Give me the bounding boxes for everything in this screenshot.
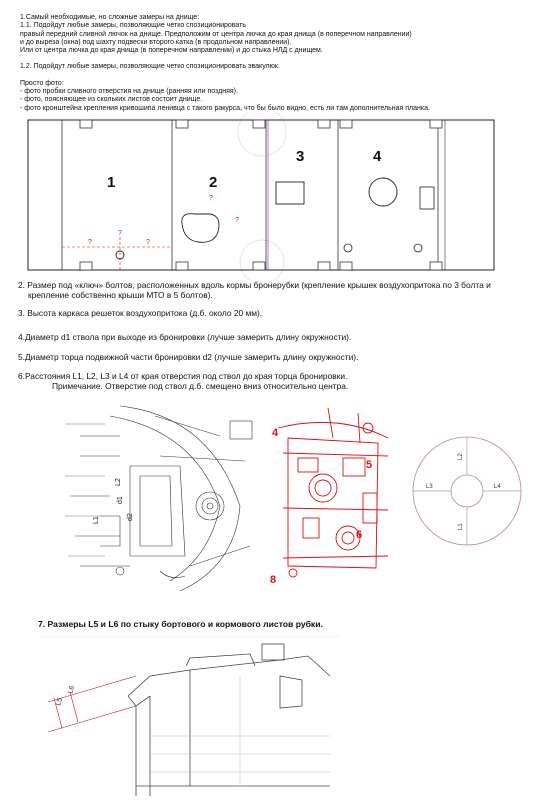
red-label-6: 6 bbox=[356, 529, 363, 541]
q-mark: ? bbox=[118, 230, 122, 237]
intro-line: правый передний сливной лючок на днище. Предположим от центра лючка до края днища (в поперечном направлении) bbox=[20, 30, 412, 38]
q-mark: ? bbox=[146, 239, 150, 246]
q-mark: ? bbox=[235, 217, 239, 224]
item-3: 3. Высота каркаса решеток воздухопритока (д.б. около 20 мм). bbox=[18, 308, 263, 318]
item-4: 4.Диаметр d1 ствола при выходе из бронировки (лучше замерить длину окружности). bbox=[18, 332, 352, 342]
section-7-heading: 7. Размеры L5 и L6 по стыку бортового и кормового листов рубки. bbox=[38, 619, 323, 629]
label-L5: L5 bbox=[55, 697, 65, 707]
intro-block bbox=[20, 14, 430, 113]
label-d2: d2 bbox=[127, 513, 134, 521]
ring-label-L2: L2 bbox=[458, 453, 464, 460]
label-d1: d1 bbox=[117, 496, 124, 504]
plan-label-1: 1 bbox=[107, 174, 116, 191]
mechanism-drawing-red bbox=[268, 398, 406, 588]
intro-line: 1.1. Подойдут любые замеры, позволяющие четко спозиционировать bbox=[20, 22, 246, 30]
ring-label-L4: L4 bbox=[494, 484, 501, 490]
plan-label-2: 2 bbox=[209, 174, 218, 191]
plan-label-4: 4 bbox=[373, 148, 382, 165]
item-5: 5.Диаметр торца подвижной части бронировки d2 (лучше замерить длину окружности). bbox=[18, 352, 359, 362]
label-L1: L1 bbox=[93, 516, 100, 524]
ring-label-L1: L1 bbox=[458, 523, 464, 530]
q-mark: ? bbox=[209, 195, 213, 202]
intro-line: 1.Самый необходимые, но сложные замеры на днище: bbox=[20, 14, 200, 21]
item-2: 2. Размер под «ключ» болтов, расположенных вдоль кормы бронерубки (крепление крышек воздухопритока по 3 болта и крепление собственно крыши МТО в 5 болтов). bbox=[18, 280, 491, 300]
hatch-outline bbox=[276, 182, 304, 204]
photo-line: - фото кронштейна крепления кривошипа ленивца с такого ракурса, что бы было видно, есть ли там дополнительная планка. bbox=[20, 104, 430, 112]
intro-p12: 1.2. Подойдут любые замеры, позволяющие четко спозиционировать эвакулюк. bbox=[20, 63, 280, 71]
mantlet-drawing bbox=[60, 396, 270, 596]
q-mark: ? bbox=[88, 239, 92, 246]
red-label-8: 8 bbox=[270, 574, 277, 586]
round-hatch bbox=[369, 178, 397, 206]
escape-hatch bbox=[182, 214, 219, 243]
photo-line: Просто фото: bbox=[20, 79, 64, 87]
ring-diagram bbox=[408, 432, 526, 550]
label-L2: L2 bbox=[115, 478, 122, 486]
hull-bottom-plan bbox=[0, 112, 556, 280]
photo-line: - фото пробки сливного отверстия на днище (ранняя или поздняя). bbox=[20, 88, 238, 96]
intro-line: и до выреза (окна) под шахту подвески второго катка (в продольном направлении). bbox=[20, 38, 292, 46]
intro-line: Или от центра лючка до края днища (в поперечном направлении) и до стыка НЛД с днищем. bbox=[20, 47, 323, 55]
ring-label-L3: L3 bbox=[426, 484, 433, 490]
hull-side-drawing bbox=[40, 636, 340, 796]
plan-label-3: 3 bbox=[296, 148, 305, 165]
red-label-4: 4 bbox=[272, 427, 279, 439]
item-6: 6.Расстояния L1, L2, L3 и L4 от края отверстия под ствол до края торца бронировки. Примечание. Отверстие под ствол д.б. смещено вниз относительно центра. bbox=[18, 371, 349, 391]
label-L6: L6 bbox=[67, 685, 77, 695]
photo-line: - фото, поясняющее из скольких листов состоит днище. bbox=[20, 96, 203, 104]
red-label-5: 5 bbox=[366, 459, 373, 471]
